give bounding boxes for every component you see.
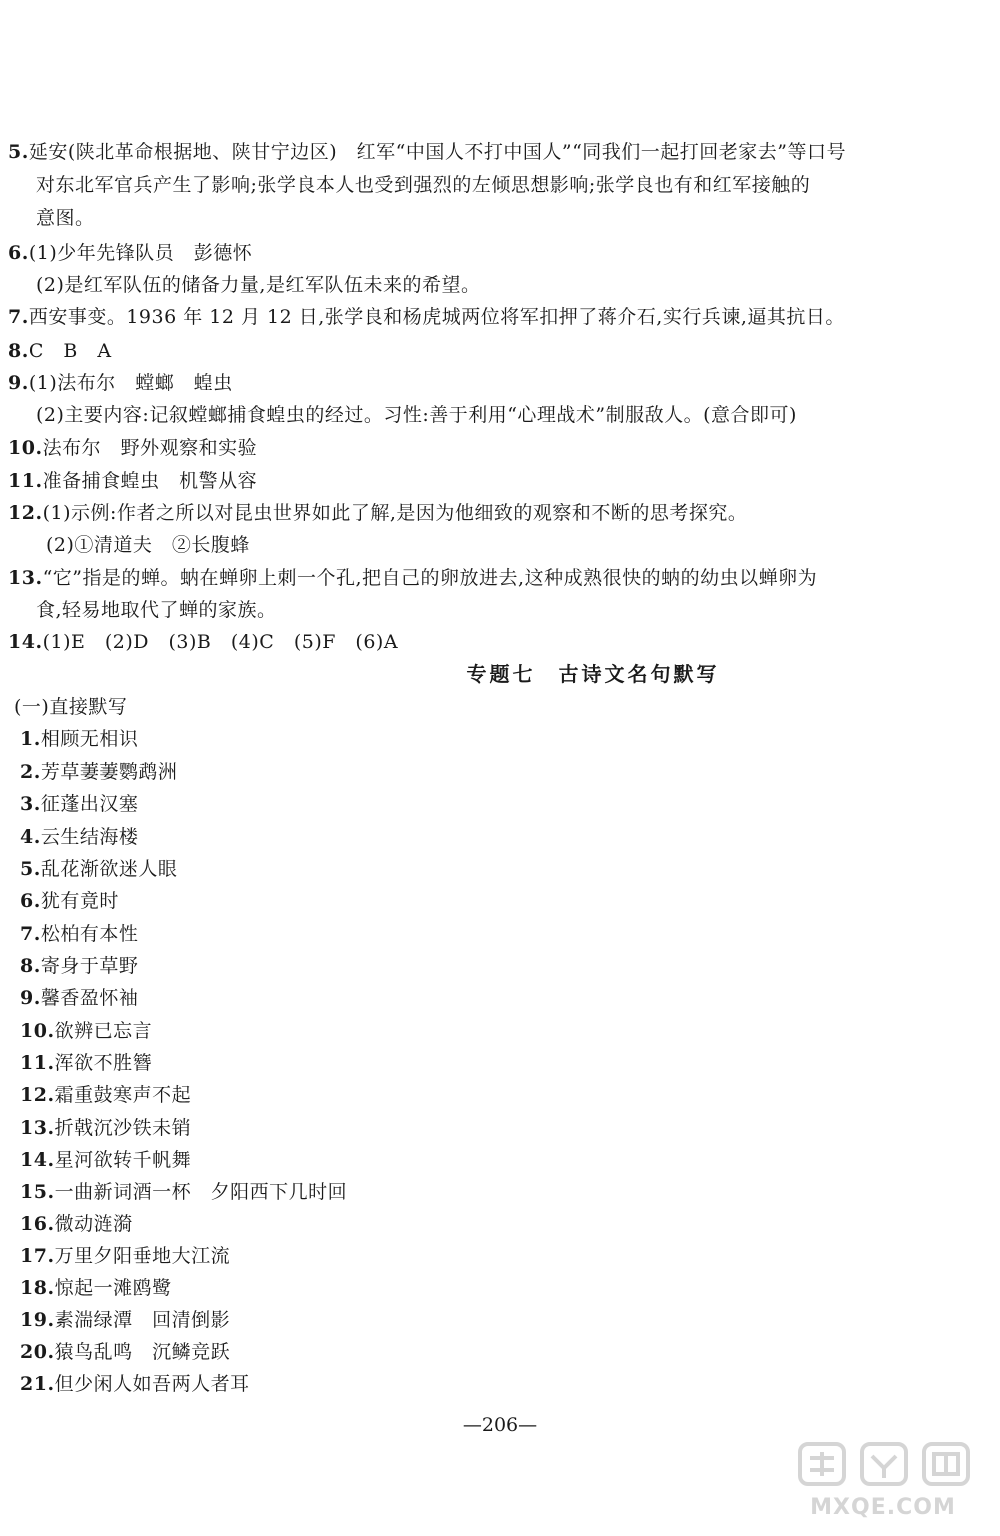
answer-line [8,435,257,461]
item-text: 松柏有本性 [40,923,139,945]
answer-line [36,597,277,623]
item-number: 9. [20,987,41,1009]
answer-line [8,139,846,165]
item-number: 11. [8,470,43,492]
answer-line [8,370,233,396]
answer-line [8,565,817,591]
answer-line [20,791,138,817]
answer-line [20,1275,172,1301]
item-text: (2)主要内容:记叙螳螂捕食蝗虫的经过。习性:善于利用“心理战术”制服敌人。(意合即可) [36,404,797,426]
answer-line [20,1211,133,1237]
answer-line [8,338,112,364]
answer-line [20,1050,152,1076]
item-number: 16. [20,1213,55,1235]
item-text: 准备捕食蝗虫 机警从容 [42,470,258,492]
item-text: 折戟沉沙铁未销 [54,1117,192,1139]
item-number: 6. [8,242,29,264]
watermark-text: MXQE.COM [810,1495,956,1520]
item-number: 13. [8,567,43,589]
item-number: 9. [8,372,29,394]
item-number: 20. [20,1341,55,1363]
item-text: 万里夕阳垂地大江流 [54,1245,231,1267]
section-title-row [0,660,1000,688]
answer-line [20,1307,230,1333]
answer-line [8,500,747,526]
answer-line [46,532,250,558]
item-number: 8. [20,955,41,977]
item-text: (1)E (2)D (3)B (4)C (5)F (6)A [42,631,399,653]
item-text: (1)少年先锋队员 彭德怀 [28,242,253,264]
item-text: 意图。 [36,207,95,229]
page-number: —206— [462,1414,538,1436]
answer-line [20,824,138,850]
item-text: 乱花渐欲迷人眼 [40,858,178,880]
item-text: (2)①清道夫 ②长腹蜂 [46,534,250,556]
item-number: 7. [8,306,29,328]
answer-line [20,953,138,979]
answer-line [20,888,119,914]
answer-line [8,304,845,330]
item-number: 19. [20,1309,55,1331]
item-text: (2)是红军队伍的储备力量,是红军队伍未来的希望。 [36,274,481,296]
item-number: 11. [20,1052,55,1074]
item-number: 5. [8,141,29,163]
item-text: 延安(陕北革命根据地、陕甘宁边区) 红军“中国人不打中国人”“同我们一起打回老家去”等口号 [28,141,847,163]
item-text: 霜重鼓寒声不起 [54,1084,192,1106]
answer-line [20,1339,230,1365]
answer-line [20,1018,152,1044]
item-text: C B A [28,340,112,362]
answer-line [20,921,138,947]
item-number: 8. [8,340,29,362]
item-number: 17. [20,1245,55,1267]
answer-line [20,726,138,752]
item-text: 寄身于草野 [40,955,139,977]
item-number: 2. [20,761,41,783]
answer-line [20,759,177,785]
answer-line [20,1179,347,1205]
item-number: 14. [8,631,43,653]
item-text: 食,轻易地取代了蝉的家族。 [36,599,277,621]
item-number: 13. [20,1117,55,1139]
answer-line [36,402,797,428]
item-number: 18. [20,1277,55,1299]
item-text: 法布尔 野外观察和实验 [42,437,258,459]
answer-line [36,272,480,298]
answer-line [8,468,257,494]
answer-line [20,1115,191,1141]
item-text: 征蓬出汉塞 [40,793,139,815]
answer-line [8,629,398,655]
answer-line [20,1147,191,1173]
item-number: 10. [20,1020,55,1042]
item-number: 21. [20,1373,55,1395]
item-text: (1)示例:作者之所以对昆虫世界如此了解,是因为他细致的观察和不断的思考探究。 [42,502,748,524]
item-number: 3. [20,793,41,815]
item-text: 惊起一滩鸥鹭 [54,1277,172,1299]
site-watermark [788,1438,978,1520]
item-number: 5. [20,858,41,880]
item-number: 1. [20,728,41,750]
item-text: 一曲新词酒一杯 夕阳西下几时回 [54,1181,348,1203]
answer-line [20,856,177,882]
answer-line [8,240,252,266]
item-number: 12. [8,502,43,524]
answer-line [20,1082,191,1108]
item-number: 14. [20,1149,55,1171]
item-number: 7. [20,923,41,945]
answer-line [20,1243,230,1269]
item-text: 但少闲人如吾两人者耳 [54,1373,250,1395]
item-text: 芳草萋萋鹦鹉洲 [40,761,178,783]
item-text: 素湍绿潭 回清倒影 [54,1309,231,1331]
item-text: (1)法布尔 螳螂 蝗虫 [28,372,233,394]
section-title: 专题七 古诗文名句默写 [466,662,720,686]
item-text: 欲辨已忘言 [54,1020,153,1042]
item-number: 15. [20,1181,55,1203]
answer-line [36,172,810,198]
answer-line [20,985,138,1011]
subsection-text: (一)直接默写 [14,696,128,718]
item-text: 犹有竟时 [40,890,119,912]
item-text: 云生结海楼 [40,826,139,848]
item-text: “它”指是的蝉。蚋在蝉卵上刺一个孔,把自己的卵放进去,这种成熟很快的蚋的幼虫以蝉卵为 [42,567,818,589]
item-text: 西安事变。1936 年 12 月 12 日,张学良和杨虎城两位将军扣押了蒋介石,实行兵谏,逼其抗日。 [28,306,845,328]
watermark-logo-icon [796,1438,972,1490]
item-text: 相顾无相识 [40,728,139,750]
item-number: 4. [20,826,41,848]
item-text: 猿鸟乱鸣 沉鳞竞跃 [54,1341,231,1363]
item-number: 6. [20,890,41,912]
item-text: 微动涟漪 [54,1213,133,1235]
item-number: 10. [8,437,43,459]
item-number: 12. [20,1084,55,1106]
item-text: 对东北军官兵产生了影响;张学良本人也受到强烈的左倾思想影响;张学良也有和红军接触的 [36,174,811,196]
subsection-label [14,694,127,720]
item-text: 星河欲转千帆舞 [54,1149,192,1171]
item-text: 浑欲不胜簪 [54,1052,153,1074]
answer-line [20,1371,250,1397]
item-text: 馨香盈怀袖 [40,987,139,1009]
answer-line [36,205,95,231]
